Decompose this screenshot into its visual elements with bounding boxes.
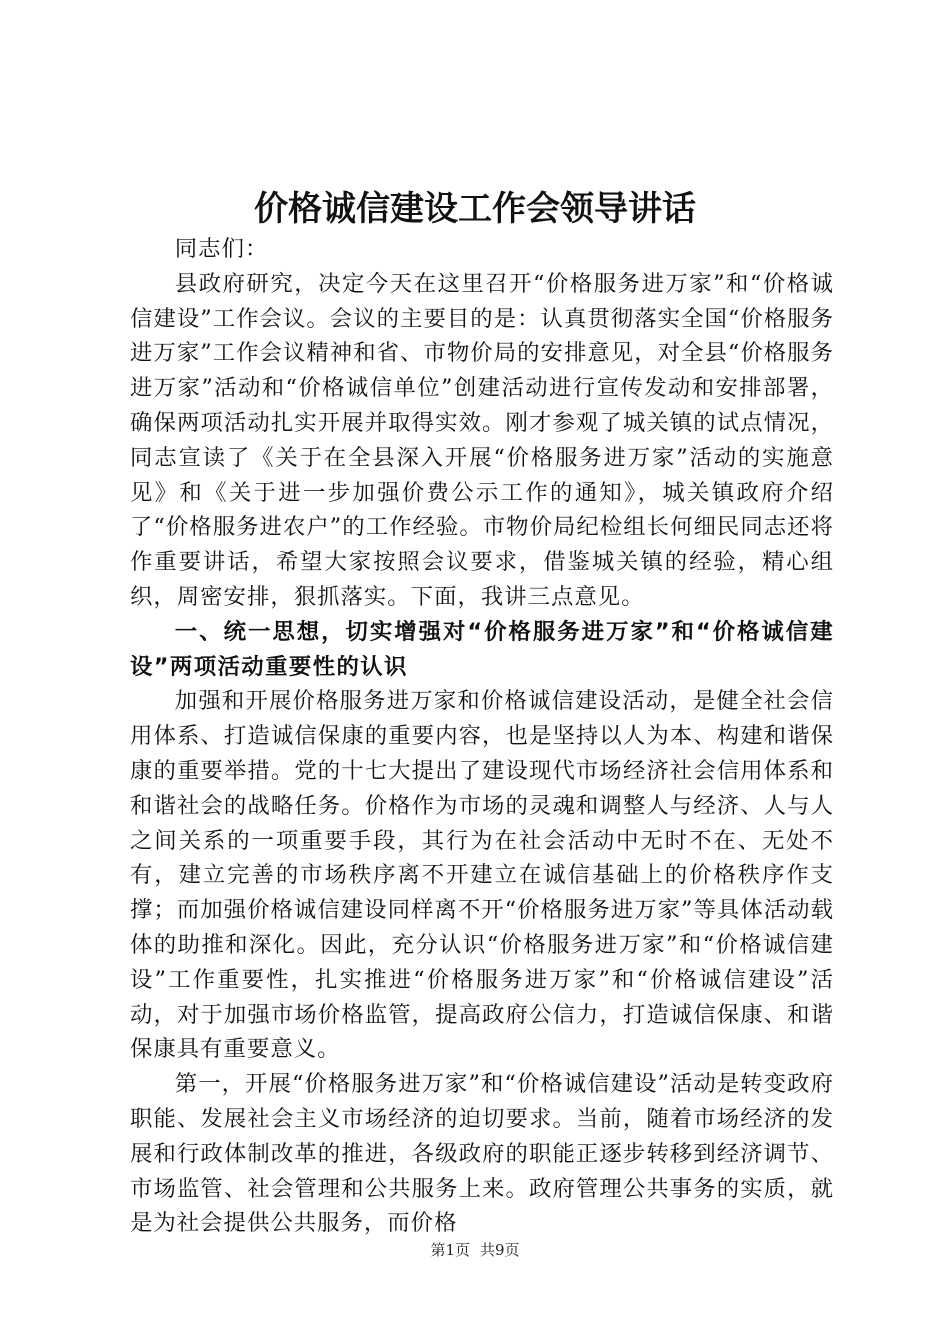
document-title: 价格诚信建设工作会领导讲话 (254, 189, 696, 229)
section-heading: 一、统一思想，切实增强对“价格服务进万家”和“价格诚信建设”两项活动重要性的认识 (130, 618, 834, 680)
page-total: 共9页 (480, 1241, 520, 1259)
body-paragraph: 第一，开展“价格服务进万家”和“价格诚信建设”活动是转变政府职能、发展社会主义市场经济的迫切要求。当前，随着市场经济的发展和行政体制改革的推进，各级政府的职能正逐步转移到经济调节、市场监管、社会管理和公共服务上来。政府管理公共事务的实质，就是为社会提供公共服务，而价格 (130, 1071, 834, 1237)
body-paragraph: 县政府研究，决定今天在这里召开“价格服务进万家”和“价格诚信建设”工作会议。会议的主要目的是：认真贯彻落实全国“价格服务进万家”工作会议精神和省、市物价局的安排意见，对全县“价格服务进万家”活动和“价格诚信单位”创建活动进行宣传发动和安排部署，确保两项活动扎实开展并取得实效。刚才参观了城关镇的试点情况，同志宣读了《关于在全县深入开展“价格服务进万家”活动的实施意见》和《关于进一步加强价费公示工作的通知》，城关镇政府介绍了“价格服务进农户”的工作经验。市物价局纪检组长何细民同志还将作重要讲话，希望大家按照会议要求，借鉴城关镇的经验，精心组织，周密安排，狠抓落实。下面，我讲三点意见。 (130, 270, 834, 610)
body-paragraph: 加强和开展价格服务进万家和价格诚信建设活动，是健全社会信用体系、打造诚信保康的重要内容，也是坚持以人为本、构建和谐保康的重要举措。党的十七大提出了建设现代市场经济社会信用体系和和谐社会的战略任务。价格作为市场的灵魂和调整人与经济、人与人之间关系的一项重要手段，其行为在社会活动中无时不在、无处不有，建立完善的市场秩序离不开建立在诚信基础上的价格秩序作支撑；而加强价格诚信建设同样离不开“价格服务进万家”等具体活动载体的助推和深化。因此，充分认识“价格服务进万家”和“价格诚信建设”工作重要性，扎实推进“价格服务进万家”和“价格诚信建设”活动，对于加强市场价格监管，提高政府公信力，打造诚信保康、和谐保康具有重要意义。 (130, 688, 834, 1063)
page-number: 第1页 (430, 1241, 470, 1259)
salutation-paragraph: 同志们： (174, 236, 269, 262)
document-body (130, 232, 834, 1241)
page-footer (0, 1240, 950, 1260)
